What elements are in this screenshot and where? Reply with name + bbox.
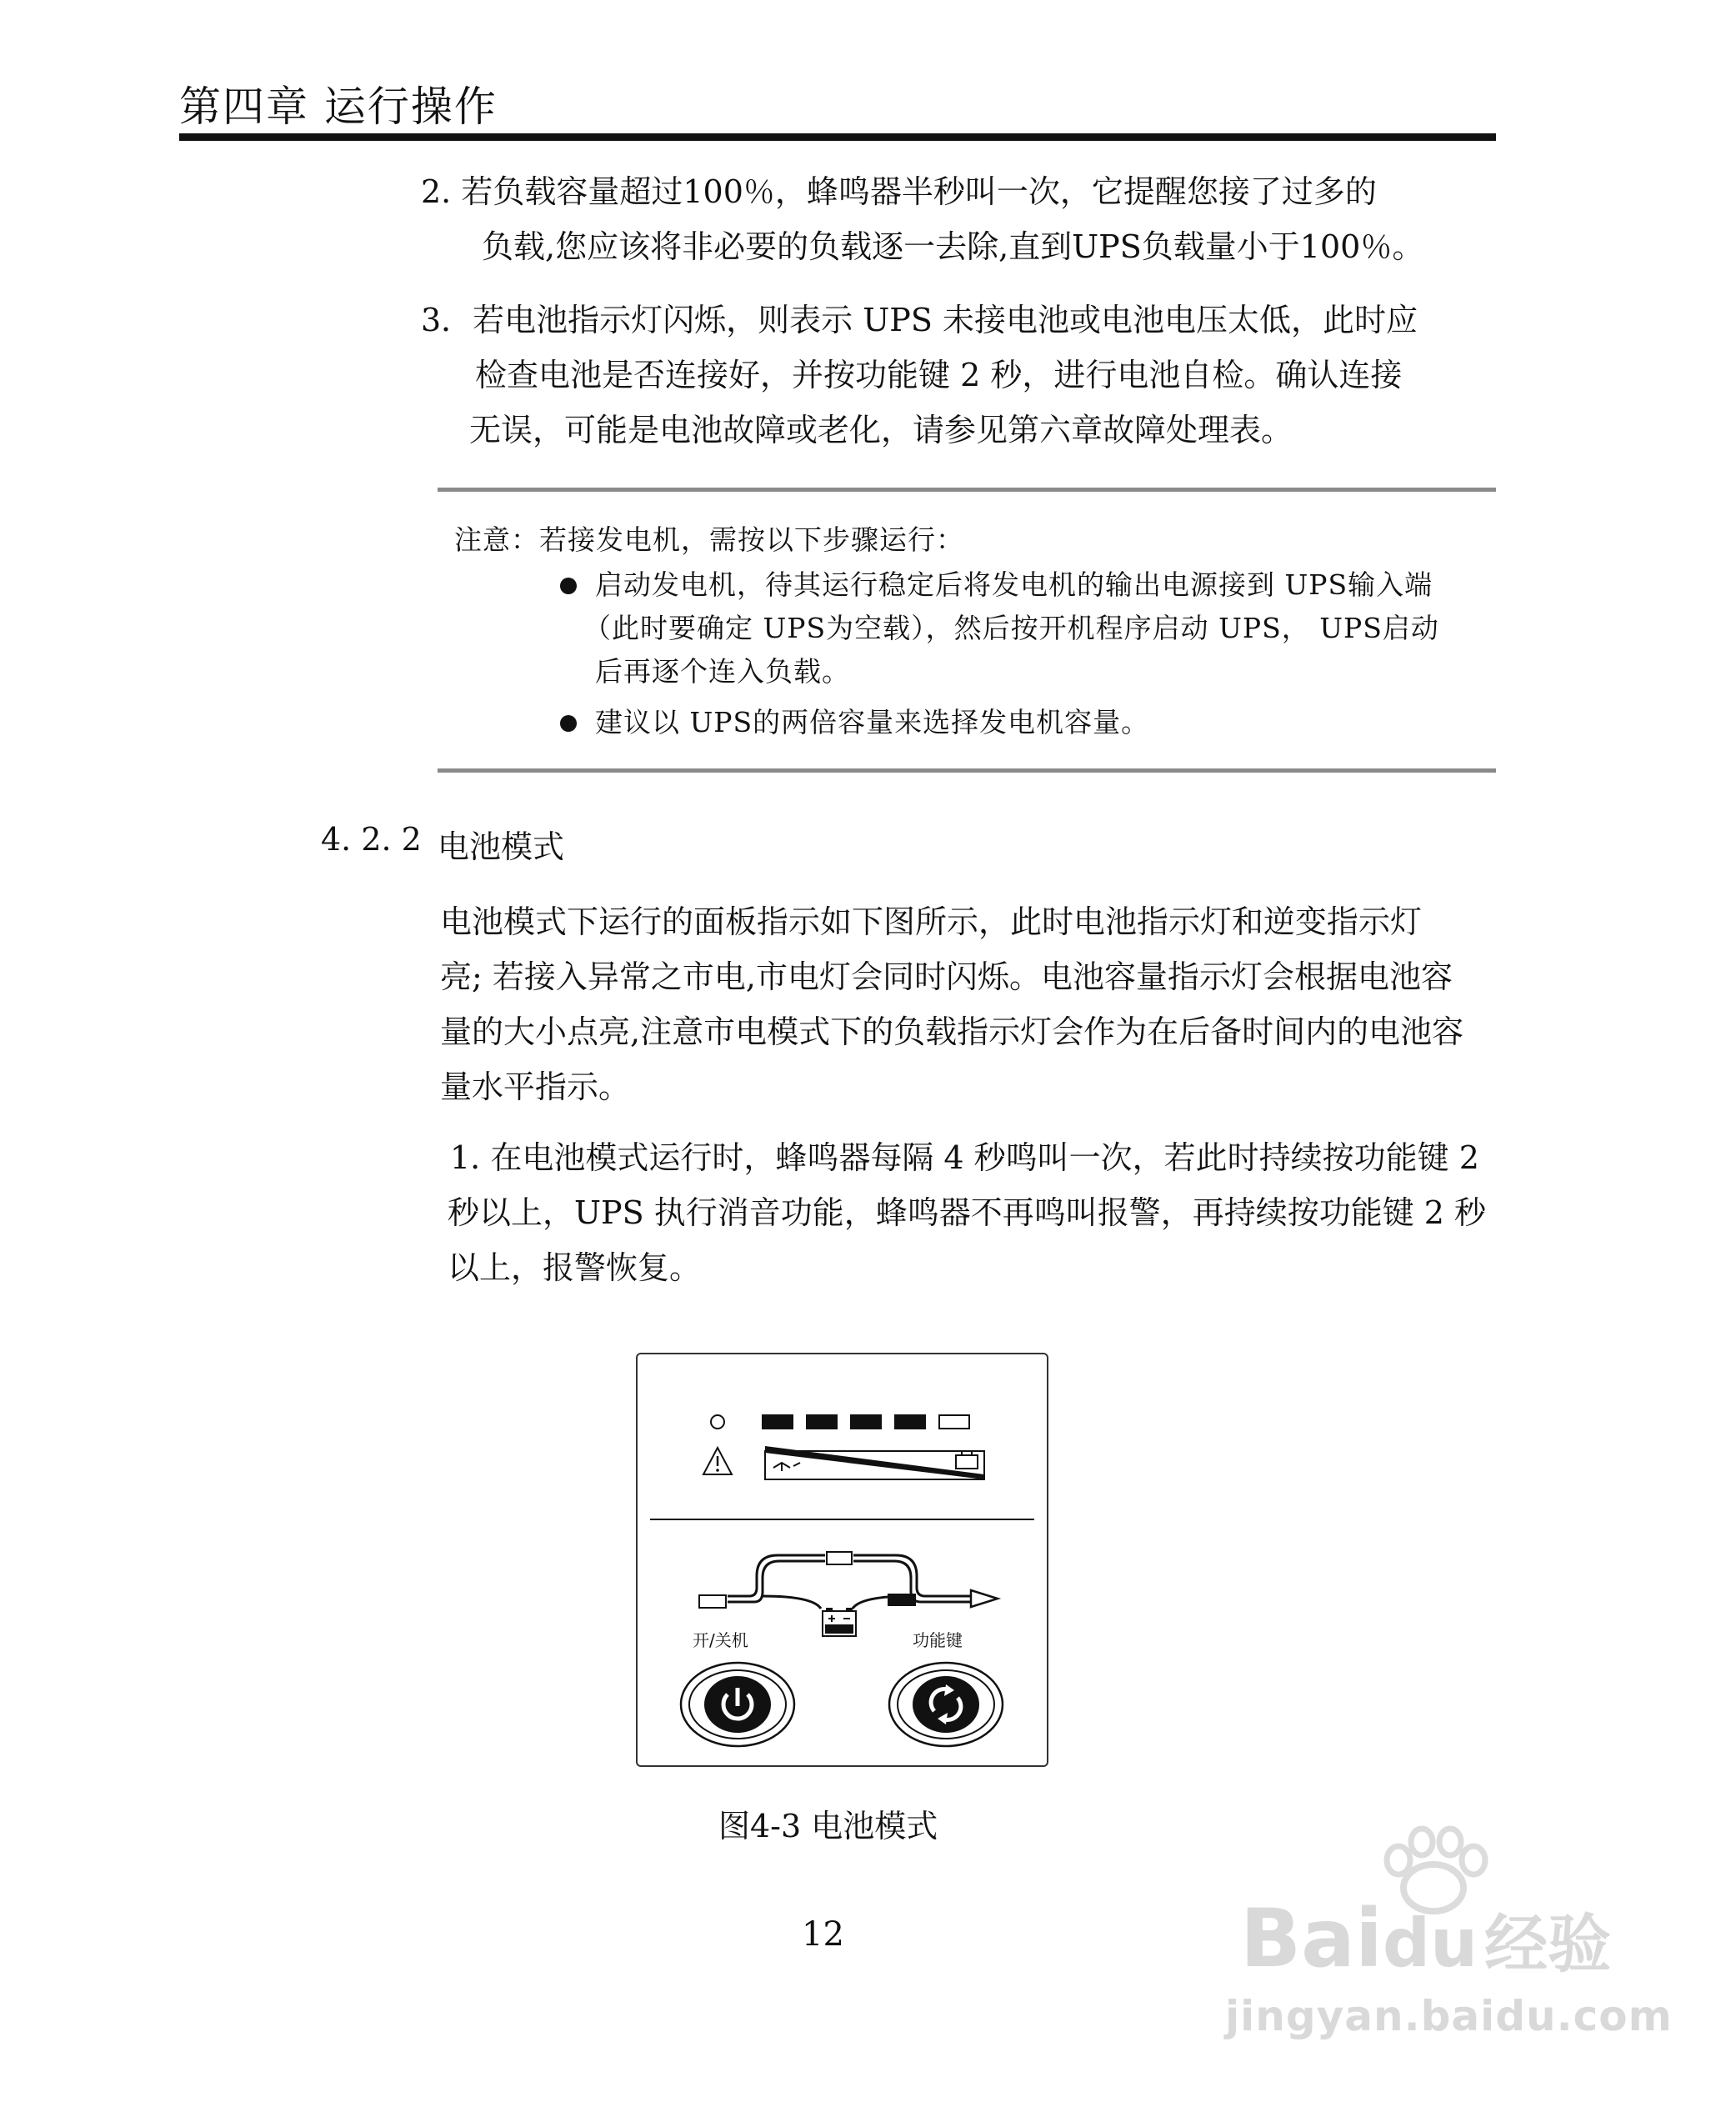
power-label: 开/关机 (693, 1630, 748, 1650)
level-bar (765, 1446, 984, 1479)
plug-icon (773, 1463, 800, 1471)
note-bullet-1-line-2: （此时要确定 UPS为空载），然后按开机程序启动 UPS， UPS启动 (583, 612, 1439, 644)
capacity-led (807, 1415, 837, 1429)
fault-led (711, 1415, 724, 1429)
item-3-line-3: 无误，可能是电池故障或老化，请参见第六章故障处理表。 (469, 412, 1293, 448)
section-number: 4. 2. 2 (321, 821, 422, 858)
capacity-led (763, 1415, 793, 1429)
paragraph-line-3: 量的大小点亮,注意市电模式下的负载指示灯会作为在后备时间内的电池容 (440, 1013, 1464, 1050)
battery-small-icon (956, 1452, 978, 1469)
item-2-line-2: 负载,您应该将非必要的负载逐一去除,直到UPS负载量小于100％。 (482, 228, 1424, 265)
capacity-led (851, 1415, 881, 1429)
figure-caption: 图4-3 电池模式 (718, 1808, 938, 1844)
watermark-bai: Bai (1240, 1892, 1383, 1985)
note-top-rule (438, 488, 1496, 492)
capacity-led (939, 1415, 969, 1429)
note-bottom-rule (438, 768, 1496, 773)
paragraph-line-4: 量水平指示。 (440, 1069, 631, 1105)
power-button[interactable] (681, 1663, 794, 1746)
item-1-line-2: 秒以上，UPS 执行消音功能，蜂鸣器不再鸣叫报警，再持续按功能键 2 秒 (448, 1194, 1487, 1231)
note-bullet-2: 建议以 UPS的两倍容量来选择发电机容量。 (595, 706, 1150, 738)
chapter-title: 第四章 运行操作 (179, 83, 498, 131)
bypass-led (827, 1552, 852, 1564)
paragraph-line-2: 亮; 若接入异常之市电,市电灯会同时闪烁。电池容量指示灯会根据电池容 (440, 958, 1453, 995)
page-number: 12 (802, 1915, 844, 1954)
item-2-line-1: 2. 若负载容量超过100％，蜂鸣器半秒叫一次，它提醒您接了过多的 (421, 173, 1377, 210)
battery-icon (823, 1608, 856, 1636)
watermark-brand (1240, 1892, 1611, 1985)
section-title: 电池模式 (438, 828, 565, 865)
front-panel (636, 1353, 1048, 1767)
note-bullet-1-line-3: 后再逐个连入负载。 (595, 655, 850, 688)
warning-icon (703, 1448, 732, 1474)
bullet-dot (560, 578, 577, 594)
watermark-url: jingyan.baidu.com (1225, 1992, 1673, 2040)
item-1-line-1: 1. 在电池模式运行时，蜂鸣器每隔 4 秒鸣叫一次，若此时持续按功能键 2 (450, 1139, 1479, 1176)
capacity-led (895, 1415, 925, 1429)
mains-led (699, 1595, 726, 1608)
panel-drawing (638, 1354, 1047, 1765)
note-title: 注意：若接发电机，需按以下步骤运行： (454, 523, 964, 556)
header-rule (179, 133, 1496, 141)
watermark-du: du (1382, 1904, 1478, 1982)
watermark-jingyan: 经验 (1484, 1907, 1612, 1981)
item-3-line-1: 3．若电池指示灯闪烁，则表示 UPS 未接电池或电池电压太低，此时应 (421, 302, 1418, 338)
inverter-led (888, 1594, 916, 1606)
flow-diagram (699, 1552, 998, 1609)
function-button[interactable] (889, 1663, 1003, 1746)
note-bullet-1-line-1: 启动发电机，待其运行稳定后将发电机的输出电源接到 UPS输入端 (595, 568, 1433, 601)
function-label: 功能键 (913, 1630, 963, 1650)
paragraph-line-1: 电池模式下运行的面板指示如下图所示，此时电池指示灯和逆变指示灯 (440, 903, 1423, 940)
capacity-leds (763, 1415, 969, 1429)
bullet-dot (560, 715, 577, 732)
item-1-line-3: 以上，报警恢复。 (448, 1249, 702, 1286)
item-3-line-2: 检查电池是否连接好，并按功能键 2 秒，进行电池自检。确认连接 (475, 357, 1403, 393)
